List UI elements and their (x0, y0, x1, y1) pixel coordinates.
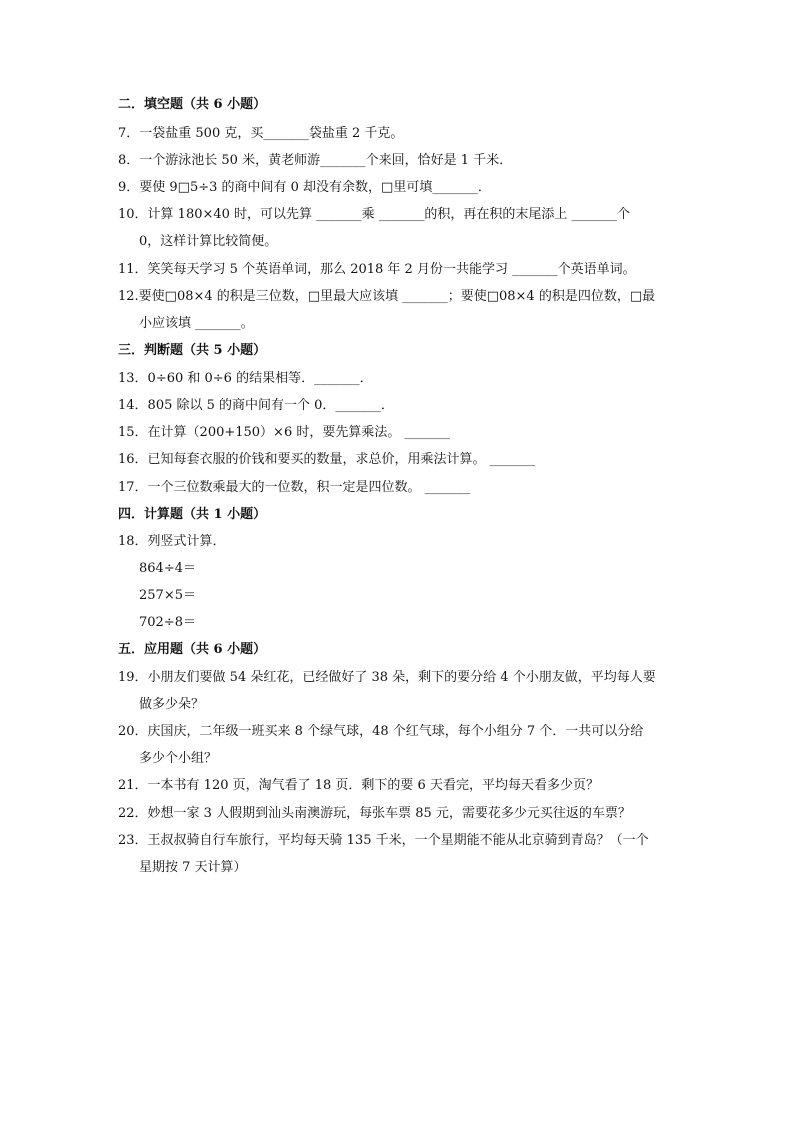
question-11: 11．笑笑每天学习 5 个英语单词，那么 2018 年 2 月份一共能学习 _______个英语单词。 (118, 262, 636, 277)
question-13: 13．0÷60 和 0÷6 的结果相等．_______． (118, 371, 373, 386)
section-heading-word-problems: 五．应用题（共 6 小题） (118, 642, 267, 657)
question-23: 23．王叔叔骑自行车旅行，平均每天骑 135 千米，一个星期能不能从北京骑到青岛？（一个 (118, 833, 649, 848)
section-heading-true-false: 三．判断题（共 5 小题） (118, 343, 267, 358)
question-12: 12.要使□08×4 的积是三位数，□里最大应该填 _______；要使□08×4 的积是四位数，□最 (118, 289, 656, 304)
question-12-cont: 小应该填 _______。 (139, 316, 254, 331)
question-16: 16．已知每套衣服的价钱和要买的数量，求总价，用乘法计算。 _______ (118, 452, 536, 467)
question-10-cont: 0，这样计算比较简便。 (139, 234, 278, 249)
question-21: 21．一本书有 120 页，淘气看了 18 页．剩下的要 6 天看完，平均每天看多少页？ (118, 778, 599, 793)
calc-item-1: 864÷4＝ (139, 561, 196, 576)
question-9: 9．要使 9□5÷3 的商中间有 0 却没有余数，□里可填_______． (118, 180, 491, 195)
question-14: 14．805 除以 5 的商中间有一个 0．_______． (118, 398, 394, 413)
section-heading-fill-in: 二．填空题（共 6 小题） (118, 97, 267, 112)
calc-item-3: 702÷8＝ (139, 615, 196, 630)
question-10: 10．计算 180×40 时，可以先算 _______乘 _______的积，再在积的末尾添上 _______个 (118, 207, 630, 222)
question-19: 19．小朋友们要做 54 朵红花，已经做好了 38 朵，剩下的要分给 4 个小朋友做，平均每人要 (118, 670, 656, 685)
question-8: 8．一个游泳池长 50 米，黄老师游_______个来回，恰好是 1 千米． (118, 153, 513, 168)
question-20: 20．庆国庆，二年级一班买来 8 个绿气球，48 个红气球，每个小组分 7 个．一共可以分给 (118, 724, 644, 739)
question-19-cont: 做多少朵？ (139, 697, 205, 712)
question-22: 22．妙想一家 3 人假期到汕头南澳游玩，每张车票 85 元，需要花多少元买往返的车票？ (118, 806, 631, 821)
question-23-cont: 星期按 7 天计算） (139, 860, 247, 875)
calc-item-2: 257×5＝ (139, 588, 196, 603)
question-7: 7．一袋盐重 500 克，买_______袋盐重 2 千克。 (118, 126, 404, 141)
question-18: 18．列竖式计算． (118, 534, 226, 549)
question-20-cont: 多少个小组？ (139, 751, 218, 766)
question-17: 17．一个三位数乘最大的一位数，积一定是四位数。 _______ (118, 480, 471, 495)
section-heading-calculation: 四．计算题（共 1 小题） (118, 507, 267, 522)
question-15: 15．在计算（200+150）×6 时，要先算乘法。 _______ (118, 425, 450, 440)
